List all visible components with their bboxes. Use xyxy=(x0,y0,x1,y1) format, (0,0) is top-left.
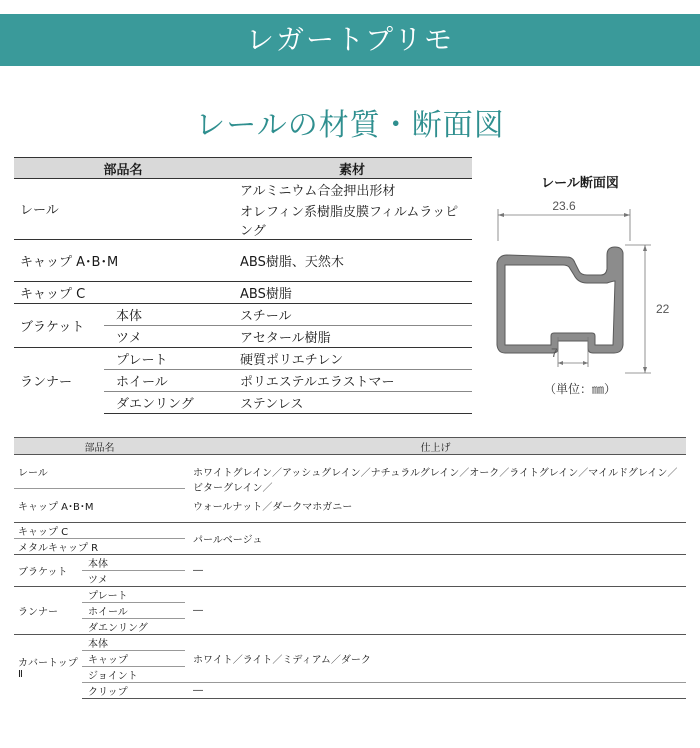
material-rail-2: オレフィン系樹脂皮膜フィルムラッピング xyxy=(240,204,459,239)
part-cap-abm: キャップ A･B･M xyxy=(14,489,185,523)
table-row xyxy=(14,239,472,281)
part-metal-cap: メタルキャップ R xyxy=(14,539,185,555)
table-row xyxy=(14,303,472,325)
arrow-icon xyxy=(583,361,588,365)
table-row xyxy=(14,179,472,201)
arrow-icon xyxy=(498,213,504,217)
rail-profile-shape xyxy=(497,247,623,353)
table-row xyxy=(14,523,686,539)
part-cap-c: キャップ C xyxy=(14,523,185,539)
gap-dimension-label: 7 xyxy=(551,346,558,360)
table-row xyxy=(14,587,686,603)
part-bracket: ブラケット xyxy=(14,303,104,347)
material-runner-plate: 硬質ポリエチレン xyxy=(232,347,472,369)
header-part-name: 部品名 xyxy=(14,158,232,179)
finish-pearl: パールベージュ xyxy=(185,523,686,555)
material-bracket-body: スチール xyxy=(232,303,472,325)
part-runner-wheel: ホイール xyxy=(104,369,232,391)
diagram-title: レール断面図 xyxy=(541,176,619,191)
product-title-banner: レガートプリモ xyxy=(0,14,700,66)
part-bracket-body: 本体 xyxy=(82,555,185,571)
arrow-icon xyxy=(643,367,647,373)
header-material: 素材 xyxy=(232,158,472,179)
part-runner-wheel: ホイール xyxy=(82,603,185,619)
rail-cross-section-diagram xyxy=(485,195,680,375)
finish-clip: ― xyxy=(185,683,686,699)
table-row xyxy=(14,555,686,571)
table-row xyxy=(14,281,472,303)
part-runner-ring: ダエンリング xyxy=(82,619,185,635)
part-runner: ランナー xyxy=(14,587,82,635)
finish-table xyxy=(14,437,686,699)
header-part-name: 部品名 xyxy=(14,438,185,455)
part-cover-top: カバートップⅡ xyxy=(14,635,82,699)
table-row xyxy=(14,347,472,369)
part-cover-joint: ジョイント xyxy=(82,667,185,683)
width-dimension-label: 23.6 xyxy=(552,199,576,213)
material-table-header xyxy=(14,158,472,179)
table-row xyxy=(14,683,686,699)
finish-colors xyxy=(185,455,686,523)
part-runner-ring: ダエンリング xyxy=(104,391,232,413)
part-cover-cap: キャップ xyxy=(82,651,185,667)
arrow-icon xyxy=(643,245,647,251)
header-finish: 仕上げ xyxy=(185,438,686,455)
height-dimension-label: 22 xyxy=(656,302,670,316)
part-cover-body: 本体 xyxy=(82,635,185,651)
part-rail: レール xyxy=(14,179,232,240)
finish-table-header xyxy=(14,438,686,455)
unit-label: （単位：㎜） xyxy=(543,382,616,396)
material-runner-wheel: ポリエステルエラストマー xyxy=(232,369,472,391)
table-row xyxy=(14,455,686,489)
part-runner-plate: プレート xyxy=(104,347,232,369)
material-rail-1: アルミニウム合金押出形材 xyxy=(232,179,472,201)
material-bracket-claw: アセタール樹脂 xyxy=(232,325,472,347)
arrow-icon xyxy=(558,361,563,365)
material-cap-abm: ABS樹脂、天然木 xyxy=(232,239,472,281)
material-cap-c: ABS樹脂 xyxy=(232,281,472,303)
finish-colors-line-2: ウォールナット／ダークマホガニー xyxy=(193,502,353,513)
material-table xyxy=(14,157,472,414)
part-runner: ランナー xyxy=(14,347,104,413)
finish-runner: ― xyxy=(185,587,686,635)
material-runner-ring: ステンレス xyxy=(232,391,472,413)
part-rail: レール xyxy=(14,455,185,489)
part-runner-plate: プレート xyxy=(82,587,185,603)
part-bracket-body: 本体 xyxy=(104,303,232,325)
finish-cover: ホワイト／ライト／ミディアム／ダーク xyxy=(185,635,686,683)
finish-colors-line-1: ホワイトグレイン／アッシュグレイン／ナチュラルグレイン／オーク／ライトグレイン／マイルドグレイン／ビターグレイン／ xyxy=(193,468,678,494)
part-cover-clip: クリップ xyxy=(82,683,185,699)
table-row xyxy=(14,635,686,651)
part-bracket-claw: ツメ xyxy=(104,325,232,347)
part-bracket: ブラケット xyxy=(14,555,82,587)
part-bracket-claw: ツメ xyxy=(82,571,185,587)
section-title: レールの材質・断面図 xyxy=(195,108,505,143)
arrow-icon xyxy=(624,213,630,217)
part-cap-c: キャップ C xyxy=(14,281,232,303)
finish-bracket: ― xyxy=(185,555,686,587)
part-cap-abm: キャップ A･B･M xyxy=(14,239,232,281)
